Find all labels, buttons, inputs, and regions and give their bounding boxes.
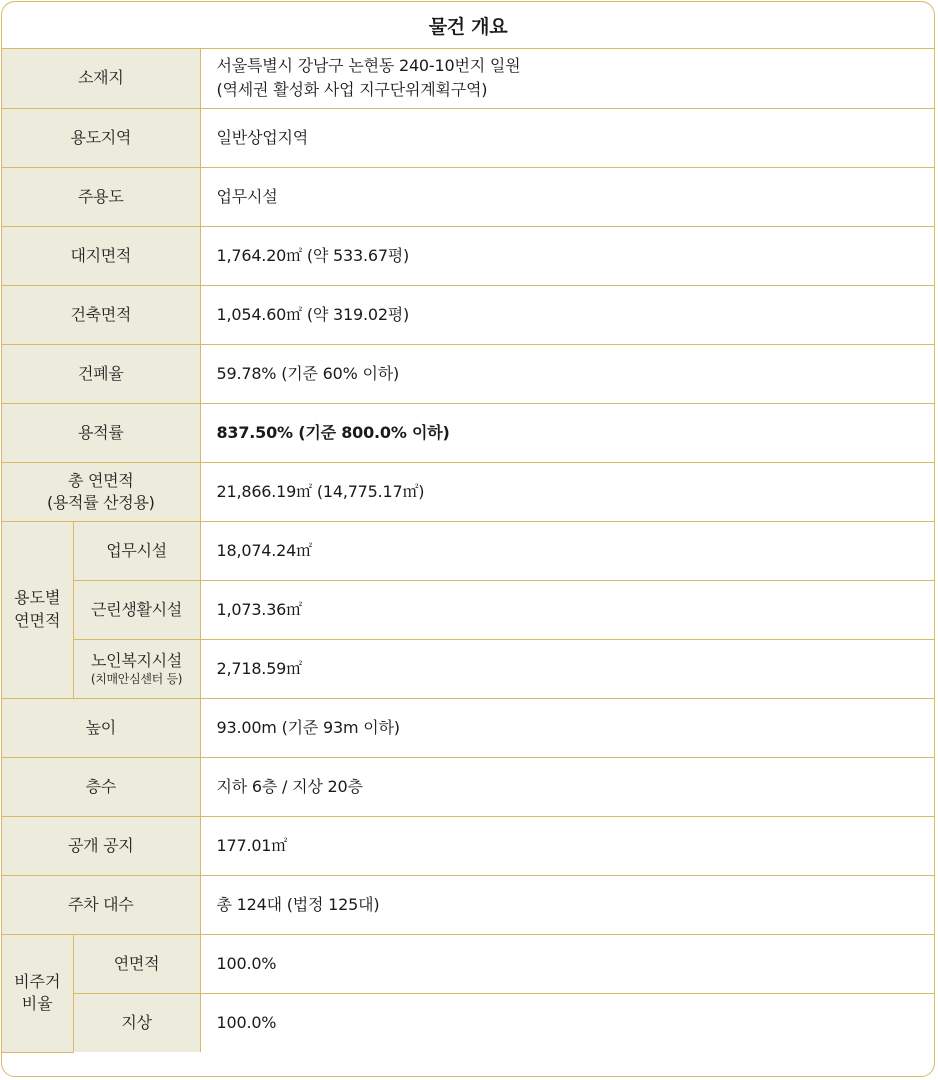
total-floor-area-value: 21,866.19㎡ (14,775.17㎡) <box>200 462 934 521</box>
table-row <box>2 167 934 226</box>
by-use-group-line1: 용도별 <box>14 588 61 608</box>
senior-subtitle: (치매안심센터 등) <box>90 671 183 686</box>
floors-label: 층수 <box>2 757 200 816</box>
neighborhood-label: 근린생활시설 <box>73 580 200 639</box>
floors-value: 지하 6층 / 지상 20층 <box>200 757 934 816</box>
total-floor-area-subtitle: (용적률 산정용) <box>46 492 155 512</box>
site-area-label: 대지면적 <box>2 226 200 285</box>
table-row <box>2 934 934 993</box>
table-row <box>2 698 934 757</box>
table-row <box>2 462 934 521</box>
senior-value: 2,718.59㎡ <box>200 639 934 698</box>
table-title: 물건 개요 <box>2 2 934 49</box>
non-residential-group-line2: 비율 <box>21 994 53 1013</box>
location-note: (역세권 활성화 사업 지구단위계획구역) <box>216 80 488 100</box>
coverage-ratio-label: 건폐율 <box>2 344 200 403</box>
property-overview-table <box>1 1 935 1077</box>
location-address: 서울특별시 강남구 논현동 240-10번지 일원 <box>216 56 521 76</box>
zoning-label: 용도지역 <box>2 108 200 167</box>
office-value: 18,074.24㎡ <box>200 521 934 580</box>
main-use-value: 업무시설 <box>200 167 934 226</box>
table-row <box>2 757 934 816</box>
senior-label <box>73 639 200 698</box>
non-residential-group-line1: 비주거 <box>14 971 61 991</box>
open-space-value: 177.01㎡ <box>200 816 934 875</box>
open-space-label: 공개 공지 <box>2 816 200 875</box>
by-use-group-label <box>2 521 73 698</box>
zoning-value: 일반상업지역 <box>200 108 934 167</box>
nr-floor-area-label: 연면적 <box>73 934 200 993</box>
table-row <box>2 403 934 462</box>
parking-value: 총 124대 (법정 125대) <box>200 875 934 934</box>
height-value: 93.00m (기준 93m 이하) <box>200 698 934 757</box>
table-row <box>2 639 934 698</box>
table-row <box>2 108 934 167</box>
table-row <box>2 993 934 1052</box>
non-residential-group-label <box>2 934 73 1052</box>
location-label: 소재지 <box>2 49 200 108</box>
parking-label: 주차 대수 <box>2 875 200 934</box>
table-row <box>2 816 934 875</box>
senior-title: 노인복지시설 <box>91 650 182 670</box>
coverage-ratio-value: 59.78% (기준 60% 이하) <box>200 344 934 403</box>
overview-grid <box>2 49 934 1053</box>
building-area-value: 1,054.60㎡ (약 319.02평) <box>200 285 934 344</box>
table-row <box>2 875 934 934</box>
site-area-value: 1,764.20㎡ (약 533.67평) <box>200 226 934 285</box>
nr-floor-area-value: 100.0% <box>200 934 934 993</box>
nr-above-ground-label: 지상 <box>73 993 200 1052</box>
total-floor-area-label <box>2 462 200 521</box>
table-row <box>2 285 934 344</box>
office-label: 업무시설 <box>73 521 200 580</box>
by-use-group-line2: 연면적 <box>14 610 61 630</box>
main-use-label: 주용도 <box>2 167 200 226</box>
neighborhood-value: 1,073.36㎡ <box>200 580 934 639</box>
table-row <box>2 580 934 639</box>
table-row <box>2 49 934 108</box>
table-row <box>2 521 934 580</box>
nr-above-ground-value: 100.0% <box>216 1012 277 1032</box>
table-row <box>2 226 934 285</box>
height-label: 높이 <box>2 698 200 757</box>
floor-area-ratio-label: 용적률 <box>2 403 200 462</box>
building-area-label: 건축면적 <box>2 285 200 344</box>
total-floor-area-title: 총 연면적 <box>68 470 134 490</box>
floor-area-ratio-value: 837.50% (기준 800.0% 이하) <box>200 403 934 462</box>
table-row <box>2 344 934 403</box>
location-value <box>200 49 934 108</box>
